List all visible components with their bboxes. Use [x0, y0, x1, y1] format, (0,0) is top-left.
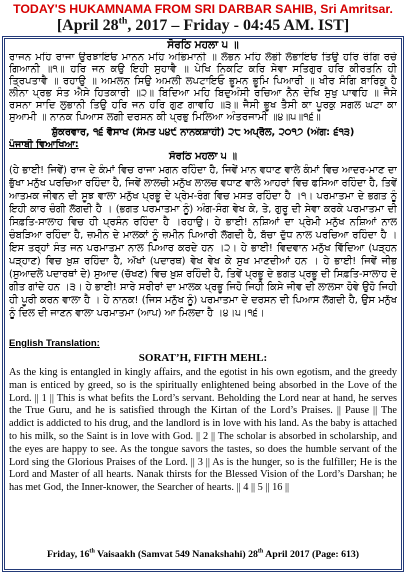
footer-ordinal-suffix-1: th	[89, 548, 95, 555]
punjabi-date-line: ਸ਼ੁੱਕਰਵਾਰ, ੧੬ ਵੈਸਾਖ (ਸੰਮਤ ੫੪੯ ਨਾਨਕਸ਼ਾਹੀ) ੨੮ ਅਪ੍ਰੈਲ, ੨੦੧੭ (ਅੰਗ: ੬੧੩)	[51, 127, 355, 138]
footer-text-part2: Vaisaakh (Samvat 549 Nanakshahi) 28	[94, 549, 258, 560]
punjabi-section-heading: ਸੋਰਠਿ ਮਹਲਾ ੫ ॥	[168, 151, 238, 162]
page-title: TODAY'S HUKAMNAMA FROM SRI DARBAR SAHIB, Sri Amritsar.	[13, 2, 393, 16]
english-translation-label: English Translation:	[9, 338, 100, 349]
footer-text-part3: April 2017 (Page: 613)	[263, 549, 360, 560]
footer-ordinal-suffix-2: th	[257, 548, 264, 555]
english-translation-text: As the king is entangled in kingly affairs, and the egotist in his own egotism, and the greedy man is enticed by greed, so is the spiritually enlightened being absorbed in the Love of the Lord. || 1 || This is what befits the Lord’s servant. Beholding the Lord near at hand, he serves the True Guru, and he is satisfied through the Kirtan of the Lord’s Praises. || Pause || The addict is addicted to his drug, and the landlord is in love with his land. As the baby is attached to his milk, so the Saint is in love with God. || 2 || The scholar is absorbed in scholarship, and the eyes are happy to see. As the tongue savors the tastes, so does the humble servant of the Lord sing the Glorious Praises of the Lord. || 3 || As is the hunger, so is the fulfiller; He is the Lord and Master of all hearts. Nanak thirsts for the Blessed Vision of the Lord’s Darshan; he has met God, the Inner-knower, the Searcher of hearts. || 4 || 5 || 16 ||	[9, 367, 397, 494]
punjabi-explanation-text: (ਹੇ ਭਾਈ! ਜਿਵੇਂ) ਰਾਜ ਦੇ ਕੰਮਾਂ ਵਿਚ ਰਾਜਾ ਮਗਨ ਰਹਿੰਦਾ ਹੈ, ਜਿਵੇਂ ਮਾਨ ਵਧਾਣ ਵਾਲੇ ਕੰਮਾਂ ਵਿਚ ਆਦਰ-ਮਾਣ ਦਾ ਭੁੱਖਾ ਮਨੁੱਖ ਪਰਚਿਆ ਰਹਿੰਦਾ ਹੈ, ਜਿਵੇਂ ਲਾਲਚੀ ਮਨੁੱਖ ਲਾਲਚ ਵਧਾਣ ਵਾਲੇ ਆਹਰਾਂ ਵਿਚ ਫਸਿਆ ਰਹਿੰਦਾ ਹੈ, ਤਿਵੇਂ ਆਤਮਕ ਜੀਵਨ ਦੀ ਸੂਝ ਵਾਲਾ ਮਨੁੱਖ ਪ੍ਰਭੂ ਦੇ ਪ੍ਰੇਮ-ਰੰਗ ਵਿਚ ਮਸਤ ਰਹਿੰਦਾ ਹੈ ।੧। ਪਰਮਾਤਮਾ ਦੇ ਭਗਤ ਨੂੰ ਇਹੀ ਕਾਰ ਚੰਗੀ ਲੱਗਦੀ ਹੈ । (ਭਗਤ ਪਰਮਾਤਮਾ ਨੂੰ) ਅੰਗ-ਸੰਗ ਵੇਖ ਕੇ, ਤੇ, ਗੁਰੂ ਦੀ ਸੇਵਾ ਕਰਕੇ ਪਰਮਾਤਮਾ ਦੀ ਸਿਫ਼ਤਿ-ਸਾਲਾਹ ਵਿਚ ਹੀ ਪ੍ਰਸੰਨ ਰਹਿੰਦਾ ਹੈ ।ਰਹਾਉ। ਹੇ ਭਾਈ! ਨਸ਼ਿਆਂ ਦਾ ਪ੍ਰੇਮੀ ਮਨੁੱਖ ਨਸ਼ਿਆਂ ਨਾਲ ਚੰਬੜਿਆ ਰਹਿੰਦਾ ਹੈ, ਜ਼ਮੀਨ ਦੇ ਮਾਲਕਾਂ ਨੂੰ ਜ਼ਮੀਨ ਪਿਆਰੀ ਲੱਗਦੀ ਹੈ, ਬੱਚਾ ਦੁੱਧ ਨਾਲ ਪਰਚਿਆ ਰਹਿੰਦਾ ਹੈ । ਇਸ ਤਰ੍ਹਾਂ ਸੰਤ ਜਨ ਪਰਮਾਤਮਾ ਨਾਲ ਪਿਆਰ ਕਰਦੇ ਹਨ ।੨। ਹੇ ਭਾਈ! ਵਿਦਵਾਨ ਮਨੁੱਖ ਵਿੱਦਿਆ (ਪੜ੍ਹਨ ਪੜ੍ਹਾਣ) ਵਿਚ ਖ਼ੁਸ਼ ਰਹਿੰਦਾ ਹੈ, ਅੱਖਾਂ (ਪਦਾਰਥ) ਵੇਖ ਵੇਖ ਕੇ ਸੁਖ ਮਾਣਦੀਆਂ ਹਨ । ਹੇ ਭਾਈ! ਜਿਵੇਂ ਜੀਭ (ਸੁਆਦਲੇ ਪਦਾਰਥਾਂ ਦੇ) ਸੁਆਦ (ਚੱਖਣ) ਵਿਚ ਖ਼ੁਸ਼ ਰਹਿੰਦੀ ਹੈ, ਤਿਵੇਂ ਪ੍ਰਭੂ ਦੇ ਭਗਤ ਪ੍ਰਭੂ ਦੀ ਸਿਫ਼ਤਿ-ਸਾਲਾਹ ਦੇ ਗੀਤ ਗਾਂਦੇ ਹਨ ।੩। ਹੇ ਭਾਈ! ਸਾਰੇ ਸਰੀਰਾਂ ਦਾ ਮਾਲਕ ਪ੍ਰਭੂ ਜਿਹੋ ਜਿਹੀ ਕਿਸੇ ਜੀਵ ਦੀ ਲਾਲਸਾ ਹੋਵੇ ਉਹੋ ਜਿਹੀ ਹੀ ਪੂਰੀ ਕਰਨ ਵਾਲਾ ਹੈ । ਹੇ ਨਾਨਕ! (ਜਿਸ ਮਨੁੱਖ ਨੂੰ) ਪਰਮਾਤਮਾ ਦੇ ਦਰਸਨ ਦੀ ਪਿਆਸ ਲੱਗਦੀ ਹੈ, ਉਸ ਮਨੁੱਖ ਨੂੰ ਦਿਲ ਦੀ ਜਾਣਨ ਵਾਲਾ ਪਰਮਾਤਮਾ (ਆਪ) ਆ ਮਿਲਦਾ ਹੈ ।੪।੫।੧੬।	[9, 165, 397, 319]
gurbani-heading: ਸੋਰਠਿ ਮਹਲਾ ੫ ॥	[167, 39, 239, 51]
english-section-heading: SORAT’H, FIFTH MEHL:	[138, 352, 268, 364]
date-text-end: , 2017 – Friday - 04:45 AM. IST]	[127, 17, 350, 34]
footer-date-line	[9, 548, 397, 562]
footer-text-part1: Friday, 16	[46, 549, 90, 560]
broadcast-date-line	[0, 16, 406, 36]
punjabi-explanation-label: ਪੰਜਾਬੀ ਵਿਆਖਿਆ:	[9, 139, 79, 150]
gurbani-shabad: ਰਾਜਨ ਮਹਿ ਰਾਜਾ ਉਰਝਾਇਓ ਮਾਨਨ ਮਹਿ ਅਭਿਮਾਨੀ ॥ ਲੋਭਨ ਮਹਿ ਲੋਭੀ ਲੋਭਾਇਓ ਤਿਉ ਹਰਿ ਰੰਗਿ ਰਚੇ ਗਿਆਨੀ ॥੧॥ ਹਰਿ ਜਨ ਕਉ ਇਹੀ ਸੁਹਾਵੈ ॥ ਪੇਖਿ ਨਿਕਟਿ ਕਰਿ ਸੇਵਾ ਸਤਿਗੁਰ ਹਰਿ ਕੀਰਤਨਿ ਹੀ ਤ੍ਰਿਪਤਾਵੈ ॥ ਰਹਾਉ ॥ ਅਮਲਨ ਸਿਉ ਅਮਲੀ ਲਪਟਾਇਓ ਭੂਮਨ ਭੂਮਿ ਪਿਆਰੀ ॥ ਖੀਰ ਸੰਗਿ ਬਾਰਿਕੁ ਹੈ ਲੀਨਾ ਪ੍ਰਭ ਸੰਤ ਐਸੇ ਹਿਤਕਾਰੀ ॥੨॥ ਬਿਦਿਆ ਮਹਿ ਬਿਦੁਅੰਸੀ ਰਚਿਆ ਨੈਨ ਦੇਖਿ ਸੁਖੁ ਪਾਵਹਿ ॥ ਜੈਸੇ ਰਸਨਾ ਸਾਦਿ ਲੁਭਾਨੀ ਤਿਉ ਹਰਿ ਜਨ ਹਰਿ ਗੁਣ ਗਾਵਹਿ ॥੩॥ ਜੈਸੀ ਭੂਖ ਤੈਸੀ ਕਾ ਪੂਰਕੁ ਸਗਲ ਘਟਾ ਕਾ ਸੁਆਮੀ ॥ ਨਾਨਕ ਪਿਆਸ ਲਗੀ ਦਰਸਨ ਕੀ ਪ੍ਰਭੁ ਮਿਲਿਆ ਅੰਤਰਜਾਮੀ ॥੪॥੫॥੧੬॥	[9, 52, 397, 123]
date-ordinal-suffix: th	[118, 16, 128, 27]
date-text-start: [April 28	[56, 17, 119, 34]
